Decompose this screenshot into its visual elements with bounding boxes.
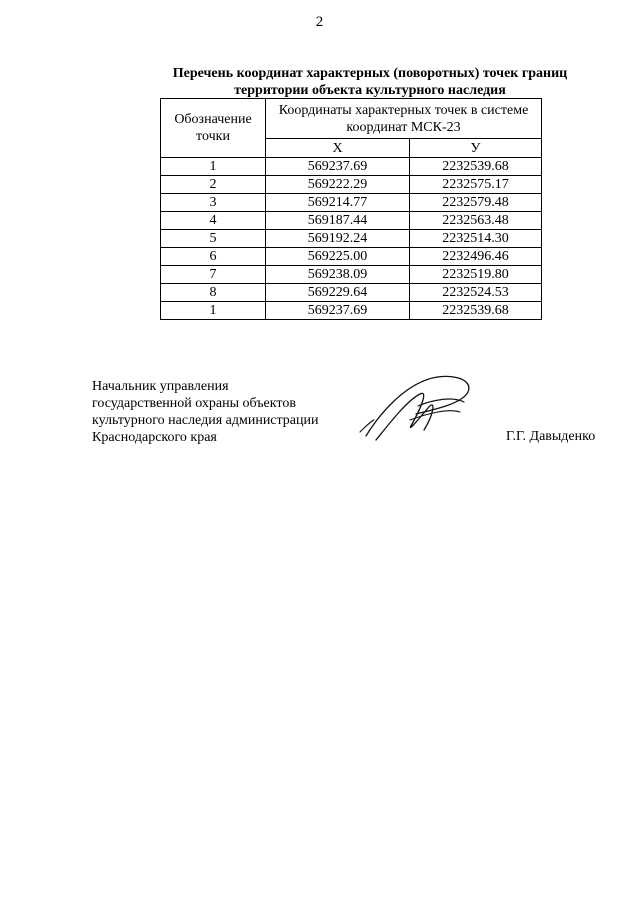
table-row (161, 284, 542, 302)
point-cell: 5 (161, 230, 266, 248)
table-body (161, 158, 542, 320)
point-cell: 1 (161, 158, 266, 176)
header-y: У (410, 139, 542, 158)
table-row (161, 266, 542, 284)
signer-position (92, 378, 352, 446)
y-cell: 2232496.46 (410, 248, 542, 266)
y-cell: 2232519.80 (410, 266, 542, 284)
position-line-3: культурного наследия администрации (92, 413, 319, 428)
position-line-2: государственной охраны объектов (92, 396, 296, 411)
x-cell: 569192.24 (266, 230, 410, 248)
x-cell: 569214.77 (266, 194, 410, 212)
y-cell: 2232539.68 (410, 158, 542, 176)
page-number: 2 (315, 14, 324, 30)
coordinates-table (160, 98, 542, 320)
header-coordinate-system: Координаты характерных точек в системе координат МСК-23 (266, 99, 542, 139)
document-title (140, 65, 600, 99)
header-point-designation: Обозначение точки (161, 99, 266, 158)
title-line-1: Перечень координат характерных (поворотных) точек границ (172, 66, 568, 81)
x-cell: 569225.00 (266, 248, 410, 266)
position-line-1: Начальник управления (92, 379, 229, 394)
header-x: Х (266, 139, 410, 158)
table-row (161, 194, 542, 212)
x-cell: 569187.44 (266, 212, 410, 230)
y-cell: 2232563.48 (410, 212, 542, 230)
handwritten-signature (352, 370, 482, 450)
x-cell: 569237.69 (266, 158, 410, 176)
signer-name: Г.Г. Давыденко (506, 429, 596, 444)
table-row (161, 158, 542, 176)
point-cell: 4 (161, 212, 266, 230)
point-cell: 2 (161, 176, 266, 194)
table-row (161, 230, 542, 248)
x-cell: 569229.64 (266, 284, 410, 302)
y-cell: 2232579.48 (410, 194, 542, 212)
point-cell: 3 (161, 194, 266, 212)
x-cell: 569237.69 (266, 302, 410, 320)
point-cell: 8 (161, 284, 266, 302)
point-cell: 7 (161, 266, 266, 284)
table-row (161, 248, 542, 266)
point-cell: 1 (161, 302, 266, 320)
y-cell: 2232514.30 (410, 230, 542, 248)
y-cell: 2232524.53 (410, 284, 542, 302)
table-row (161, 302, 542, 320)
y-cell: 2232575.17 (410, 176, 542, 194)
x-cell: 569222.29 (266, 176, 410, 194)
x-cell: 569238.09 (266, 266, 410, 284)
table-row (161, 176, 542, 194)
y-cell: 2232539.68 (410, 302, 542, 320)
table-row (161, 212, 542, 230)
position-line-4: Краснодарского края (92, 430, 217, 445)
point-cell: 6 (161, 248, 266, 266)
title-line-2: территории объекта культурного наследия (234, 83, 506, 98)
